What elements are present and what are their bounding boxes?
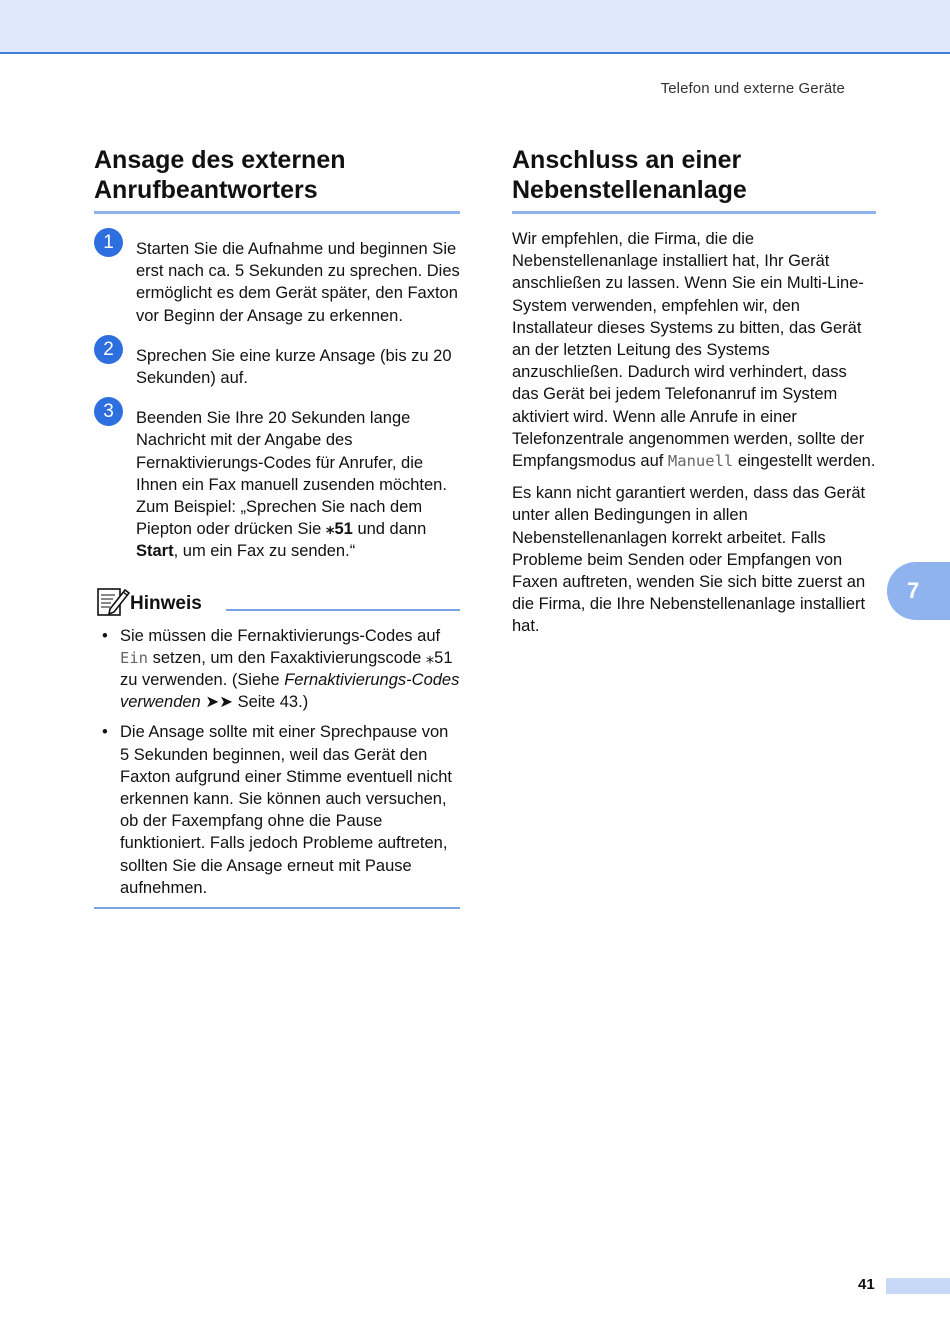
step-3 bbox=[94, 401, 460, 562]
note-text: Sie müssen die Fernaktivierungs-Codes auf bbox=[120, 626, 441, 645]
step-text: Starten Sie die Aufnahme und beginnen Sie erst nach ca. 5 Sekunden zu sprechen. Dies ermöglicht es dem Gerät später, den Faxton vor Beginn der Ansage zu erkennen. bbox=[136, 240, 460, 325]
cross-reference-link[interactable]: Fernaktivierungs-Codes verwenden bbox=[120, 671, 460, 712]
step-text-part: und dann bbox=[352, 520, 427, 539]
heading-rule bbox=[94, 211, 460, 214]
section-heading-pbx bbox=[512, 145, 876, 211]
page-number: 41 bbox=[858, 1276, 875, 1293]
paragraph-text: Wir empfehlen, die Firma, die die Nebenstellenanlage installiert hat, Ihr Gerät anschließen zu lassen. Wenn Sie ein Multi-Line-System verwenden, empfehlen wir, den Installateur dieses Systems zu bitten, das Gerät an der letzten Leitung des Systems anzuschließen. Dadurch wird verhindert, dass das Gerät bei jedem Telefonanruf im System aktiviert wird. Wenn alle Anrufe in einer Telefonzentrale angenommen werden, sollte der Empfangsmodus auf bbox=[512, 230, 865, 471]
note-text: Die Ansage sollte mit einer Sprechpause von 5 Sekunden beginnen, weil das Gerät den Faxton aufgrund einer Stimme eventuell nicht erkennen kann. Sie können auch versuchen, ob der Faxempfang ohne die Pause funktioniert. Falls jedoch Probleme auftreten, sollten Sie die Ansage erneut mit Pause aufnehmen. bbox=[120, 723, 453, 897]
paragraph-text: eingestellt werden. bbox=[733, 452, 876, 471]
chapter-tab: 7 bbox=[887, 562, 950, 620]
header-band bbox=[0, 0, 950, 54]
step-2 bbox=[94, 338, 460, 389]
step-1 bbox=[94, 232, 460, 327]
step-number-badge: 2 bbox=[94, 335, 123, 364]
heading-line-1: Ansage des externen bbox=[94, 146, 346, 174]
reference-arrows-icon: ➤➤ bbox=[200, 693, 238, 712]
note-list bbox=[94, 625, 460, 899]
step-text-part: Beenden Sie Ihre 20 Sekunden lange Nachricht mit der Angabe des Fernaktivierungs-Codes für Anrufer, die Ihnen ein Fax manuell zusenden möchten. Zum Beispiel: „Sprechen Sie nach dem Piepton oder drücken Sie bbox=[136, 409, 447, 539]
list-item bbox=[94, 721, 460, 899]
heading-line-2: Nebenstellenanlage bbox=[512, 176, 747, 204]
section-heading-answering-machine bbox=[94, 145, 460, 211]
running-header: Telefon und externe Geräte bbox=[660, 80, 845, 97]
note-rule bbox=[226, 609, 460, 611]
note-pencil-icon bbox=[96, 585, 130, 622]
heading-rule bbox=[512, 211, 876, 214]
page-reference: Seite 43.) bbox=[237, 693, 309, 712]
left-column bbox=[94, 145, 460, 909]
step-text: Sprechen Sie eine kurze Ansage (bis zu 20 Sekunden) auf. bbox=[136, 346, 452, 388]
setting-value-manuell: Manuell bbox=[667, 452, 734, 471]
heading-line-1: Anschluss an einer bbox=[512, 146, 742, 174]
start-key-label: Start bbox=[136, 542, 174, 561]
paragraph bbox=[512, 228, 876, 472]
paragraph: Es kann nicht garantiert werden, dass das Gerät unter allen Bedingungen in allen Nebenstellenanlagen korrekt arbeitet. Falls Probleme beim Senden oder Empfangen von Faxen auftreten, wenden Sie sich bitte zuerst an die Firma, die Ihre Nebenstellenanlage installiert hat. bbox=[512, 484, 866, 636]
note-header bbox=[94, 585, 460, 621]
step-text bbox=[136, 409, 447, 560]
heading-line-2: Anrufbeantworters bbox=[94, 176, 318, 204]
list-item bbox=[94, 625, 460, 714]
remote-code: ⁎51 bbox=[325, 520, 353, 539]
page-number-tab bbox=[886, 1278, 950, 1294]
note-end-rule bbox=[94, 907, 460, 909]
note-title: Hinweis bbox=[130, 592, 202, 614]
step-number-badge: 3 bbox=[94, 397, 123, 426]
right-column bbox=[512, 145, 876, 648]
note-text: setzen, um den Faxaktivierungscode ⁎51 zu verwenden. (Siehe bbox=[120, 648, 453, 690]
step-number-badge: 1 bbox=[94, 228, 123, 257]
step-text-part: , um ein Fax zu senden.“ bbox=[173, 542, 356, 561]
setting-value-ein: Ein bbox=[120, 648, 148, 667]
